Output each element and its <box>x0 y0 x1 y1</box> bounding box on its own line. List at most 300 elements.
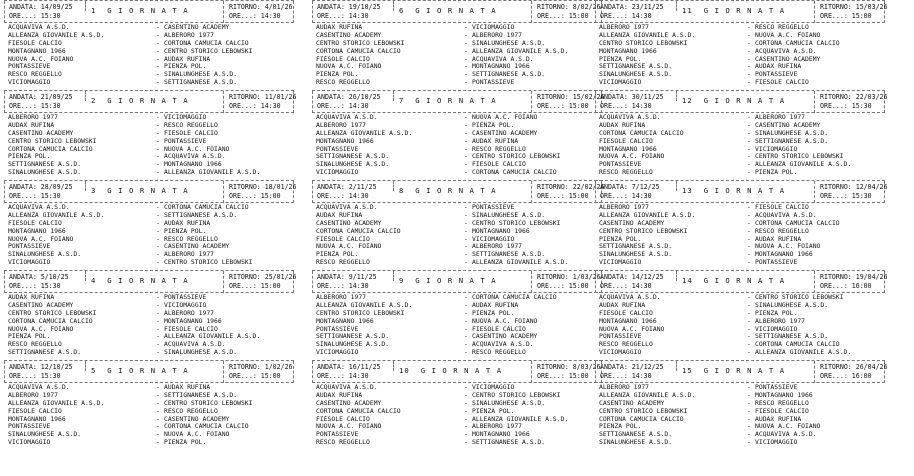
away-team: PIENZA POL. <box>755 308 798 317</box>
round-block <box>4 270 297 357</box>
match-list <box>4 24 294 87</box>
away-team: VICIOMAGGIO <box>164 113 207 121</box>
home-team: ALLEANZA GIOVANILE A.S.D. <box>316 300 413 309</box>
away-team: ALLEANZA GIOVANILE A.S.D. <box>755 160 852 169</box>
match-list <box>312 384 602 447</box>
home-team: PONTASSIEVE <box>316 144 359 153</box>
match-dash: - <box>464 210 468 219</box>
away-team: MONTAGNANO 1966 <box>164 316 222 325</box>
away-team: RESCO REGGELLO <box>164 234 218 243</box>
away-team: SETTIGNANESE A.S.D. <box>472 438 546 447</box>
home-team: ACQUAVIVA A.S.D. <box>8 383 70 391</box>
round-block <box>312 270 602 357</box>
header-divider <box>223 361 224 383</box>
match-row <box>595 259 885 267</box>
home-team: AUDAX RUFINA <box>8 120 55 129</box>
ritorno-time: ORE...: 15:00 <box>537 12 589 20</box>
home-team: NUOVA A.C. FOIANO <box>8 234 74 243</box>
home-team: PIENZA POL. <box>599 54 642 63</box>
away-team: SETTIGNANESE A.S.D. <box>164 210 238 219</box>
ritorno-time: ORE...: 14:30 <box>229 12 281 20</box>
home-team: PIENZA POL. <box>8 152 51 161</box>
match-dash: - <box>156 242 160 251</box>
home-team: NUOVA A.C. FOIANO <box>599 324 665 333</box>
match-dash: - <box>156 258 160 267</box>
home-team: SINALUNGHESE A.S.D. <box>316 340 390 349</box>
home-team: VICIOMAGGIO <box>8 258 51 267</box>
home-team: CENTRO STORICO LEBOWSKI <box>316 308 405 317</box>
away-team: RESCO REGGELLO <box>755 398 809 407</box>
home-team: SETTIGNANESE A.S.D. <box>316 152 390 161</box>
match-dash: - <box>464 390 468 399</box>
header-divider <box>85 91 86 101</box>
round-header <box>312 361 602 383</box>
match-dash: - <box>156 293 160 301</box>
match-dash: - <box>747 398 751 407</box>
match-dash: - <box>464 136 468 145</box>
away-team: SETTIGNANESE A.S.D. <box>472 250 546 259</box>
away-team: AUDAX RUFINA <box>472 136 519 145</box>
home-team: CASENTINO ACADEMY <box>599 218 665 227</box>
home-team: VICIOMAGGIO <box>316 168 359 177</box>
away-team: ALBERORO 1977 <box>472 422 523 431</box>
home-team: RESCO REGGELLO <box>599 340 653 349</box>
away-team: PONTASSIEVE <box>164 136 207 145</box>
home-team: ALLEANZA GIOVANILE A.S.D. <box>316 128 413 137</box>
away-team: ALLEANZA GIOVANILE A.S.D. <box>755 348 852 357</box>
ritorno-date: RITORNO: 22/03/26 <box>820 93 888 101</box>
round-header <box>4 91 297 113</box>
ritorno-date: RITORNO: 8/03/26 <box>537 363 601 371</box>
match-dash: - <box>747 62 751 71</box>
match-dash: - <box>156 226 160 235</box>
ritorno-date: RITORNO: 25/01/26 <box>229 273 297 281</box>
match-dash: - <box>156 54 160 63</box>
andata-time: ORE...: 15:30 <box>9 192 61 200</box>
away-team: RESCO REGGELLO <box>755 226 809 235</box>
match-dash: - <box>464 128 468 137</box>
away-team: MONTAGNANO 1966 <box>472 430 530 439</box>
away-team: AUDAX RUFINA <box>164 218 211 227</box>
match-dash: - <box>156 160 160 169</box>
home-team: RESCO REGGELLO <box>599 168 653 177</box>
header-divider <box>531 1 532 23</box>
match-dash: - <box>156 300 160 309</box>
home-team: CENTRO STORICO LEBOWSKI <box>599 406 688 415</box>
match-dash: - <box>747 258 751 267</box>
match-list <box>4 384 294 447</box>
ritorno-date: RITORNO: 18/01/26 <box>229 183 297 191</box>
match-dash: - <box>464 46 468 55</box>
home-team: MONTAGNANO 1966 <box>8 46 66 55</box>
match-dash: - <box>464 242 468 251</box>
andata-date: ANDATA: 2/11/25 <box>317 183 377 191</box>
match-list <box>595 114 885 177</box>
home-team: PONTASSIEVE <box>8 242 51 251</box>
match-row <box>4 79 294 87</box>
home-team: NUOVA A.C. FOIANO <box>316 62 382 71</box>
round-header <box>4 181 297 203</box>
away-team: ALLEANZA GIOVANILE A.S.D. <box>164 332 261 341</box>
match-dash: - <box>464 293 468 301</box>
home-team: ACQUAVIVA A.S.D. <box>316 113 378 121</box>
away-team: PONTASSIEVE <box>164 293 207 301</box>
match-dash: - <box>156 438 160 447</box>
home-team: PIENZA POL. <box>599 234 642 243</box>
round-title: 5 G I O R N A T A <box>91 366 189 375</box>
home-team: VICIOMAGGIO <box>8 438 51 447</box>
away-team: FIESOLE CALCIO <box>755 78 809 87</box>
match-dash: - <box>747 430 751 439</box>
match-list <box>312 204 602 267</box>
match-dash: - <box>464 383 468 391</box>
home-team: PIENZA POL. <box>8 332 51 341</box>
round-header <box>312 271 602 293</box>
away-team: PIENZA POL. <box>472 406 515 415</box>
header-divider <box>531 361 532 383</box>
match-dash: - <box>464 144 468 153</box>
away-team: CASENTINO ACADEMY <box>164 242 230 251</box>
home-team: SINALUNGHESE A.S.D. <box>316 160 390 169</box>
match-row <box>312 259 602 267</box>
away-team: CORTONA CAMUCIA CALCIO <box>472 168 557 177</box>
match-dash: - <box>464 78 468 87</box>
match-dash: - <box>156 218 160 227</box>
round-block <box>595 0 888 87</box>
home-team: PONTASSIEVE <box>316 324 359 333</box>
ritorno-time: ORE...: 15:00 <box>820 12 872 20</box>
match-dash: - <box>464 168 468 177</box>
ritorno-time: ORE...: 15:30 <box>820 192 872 200</box>
home-team: PONTASSIEVE <box>8 422 51 431</box>
match-dash: - <box>747 340 751 349</box>
match-dash: - <box>747 136 751 145</box>
round-block <box>312 180 605 267</box>
home-team: CORTONA CAMUCIA CALCIO <box>8 316 93 325</box>
header-divider <box>814 181 815 203</box>
match-dash: - <box>747 203 751 211</box>
header-divider <box>393 181 394 191</box>
round-title: 9 G I O R N A T A <box>399 276 497 285</box>
away-team: CASENTINO ACADEMY <box>472 128 538 137</box>
away-team: ALLEANZA GIOVANILE A.S.D. <box>472 414 569 423</box>
match-list <box>4 114 294 177</box>
match-row <box>595 349 885 357</box>
home-team: ALBERORO 1977 <box>316 293 367 301</box>
away-team: ALLEANZA GIOVANILE A.S.D. <box>164 168 261 177</box>
home-team: MONTAGNANO 1966 <box>599 144 657 153</box>
match-list <box>595 294 885 357</box>
away-team: SETTIGNANESE A.S.D. <box>755 136 829 145</box>
header-divider <box>393 1 394 11</box>
match-row <box>312 439 602 447</box>
away-team: CENTRO STORICO LEBOWSKI <box>755 152 844 161</box>
home-team: CASENTINO ACADEMY <box>8 128 74 137</box>
match-dash: - <box>156 70 160 79</box>
away-team: SETTIGNANESE A.S.D. <box>755 332 829 341</box>
home-team: MONTAGNANO 1966 <box>8 414 66 423</box>
away-team: SINALUNGHESE A.S.D. <box>755 300 829 309</box>
away-team: VICIOMAGGIO <box>164 300 207 309</box>
match-dash: - <box>747 250 751 259</box>
match-dash: - <box>464 120 468 129</box>
match-dash: - <box>464 152 468 161</box>
match-dash: - <box>747 23 751 31</box>
away-team: ALBERORO 1977 <box>755 316 806 325</box>
away-team: CORTONA CAMUCIA CALCIO <box>472 293 557 301</box>
match-row <box>312 169 602 177</box>
away-team: ACQUAVIVA A.S.D. <box>472 54 534 63</box>
away-team: NUOVA A.C. FOIANO <box>755 242 821 251</box>
header-divider <box>223 91 224 113</box>
home-team: FIESOLE CALCIO <box>316 54 370 63</box>
ritorno-date: RITORNO: 8/02/26 <box>537 3 601 11</box>
home-team: PIENZA POL. <box>316 70 359 79</box>
round-title: 1 G I O R N A T A <box>91 6 189 15</box>
away-team: CENTRO STORICO LEBOWSKI <box>164 46 253 55</box>
home-team: MONTAGNANO 1966 <box>316 316 374 325</box>
away-team: ACQUAVIVA A.S.D. <box>164 152 226 161</box>
round-header <box>312 181 605 203</box>
away-team: PONTASSIEVE <box>755 258 798 267</box>
match-dash: - <box>156 414 160 423</box>
home-team: MONTAGNANO 1966 <box>8 226 66 235</box>
round-header <box>595 1 888 23</box>
away-team: RESCO REGGELLO <box>472 348 526 357</box>
andata-date: ANDATA: 23/11/25 <box>600 3 664 11</box>
match-dash: - <box>156 210 160 219</box>
match-dash: - <box>156 203 160 211</box>
away-team: SINALUNGHESE A.S.D. <box>472 398 546 407</box>
away-team: ALBERORO 1977 <box>164 308 215 317</box>
away-team: SINALUNGHESE A.S.D. <box>472 210 546 219</box>
match-dash: - <box>156 430 160 439</box>
home-team: VICIOMAGGIO <box>316 348 359 357</box>
home-team: ALBERORO 1977 <box>599 23 650 31</box>
home-team: AUDAX RUFINA <box>8 293 55 301</box>
away-team: VICIOMAGGIO <box>472 23 515 31</box>
away-team: ALBERORO 1977 <box>472 30 523 39</box>
match-dash: - <box>156 383 160 391</box>
home-team: CASENTINO ACADEMY <box>316 30 382 39</box>
round-block <box>312 90 605 177</box>
away-team: AUDAX RUFINA <box>164 383 211 391</box>
home-team: SETTIGNANESE A.S.D. <box>316 332 390 341</box>
home-team: AUDAX RUFINA <box>316 390 363 399</box>
header-divider <box>676 1 677 11</box>
round-block <box>595 270 888 357</box>
match-dash: - <box>747 144 751 153</box>
away-team: NUOVA A.C. FOIANO <box>164 430 230 439</box>
round-header <box>312 91 605 113</box>
away-team: CASENTINO ACADEMY <box>164 23 230 31</box>
away-team: PIENZA POL. <box>164 226 207 235</box>
home-team: CASENTINO ACADEMY <box>8 300 74 309</box>
home-team: CENTRO STORICO LEBOWSKI <box>599 226 688 235</box>
match-list <box>595 204 885 267</box>
match-list <box>312 114 602 177</box>
home-team: FIESOLE CALCIO <box>316 234 370 243</box>
home-team: NUOVA A.C. FOIANO <box>8 324 74 333</box>
andata-date: ANDATA: 12/10/25 <box>9 363 73 371</box>
header-divider <box>814 361 815 383</box>
andata-time: ORE...: 14:30 <box>600 282 652 290</box>
match-dash: - <box>464 160 468 169</box>
home-team: ACQUAVIVA A.S.D. <box>316 203 378 211</box>
match-dash: - <box>156 422 160 431</box>
andata-time: ORE...: 15:30 <box>9 282 61 290</box>
match-dash: - <box>747 38 751 47</box>
away-team: AUDAX RUFINA <box>755 414 802 423</box>
home-team: CORTONA CAMUCIA CALCIO <box>599 414 684 423</box>
header-divider <box>85 271 86 281</box>
home-team: CORTONA CAMUCIA CALCIO <box>316 226 401 235</box>
home-team: RESCO REGGELLO <box>8 340 62 349</box>
match-dash: - <box>747 242 751 251</box>
home-team: FIESOLE CALCIO <box>316 414 370 423</box>
home-team: SINALUNGHESE A.S.D. <box>599 438 673 447</box>
round-title: 10 G I O R N A T A <box>399 366 503 375</box>
home-team: RESCO REGGELLO <box>8 70 62 79</box>
away-team: ACQUAVIVA A.S.D. <box>472 340 534 349</box>
match-dash: - <box>464 23 468 31</box>
away-team: AUDAX RUFINA <box>755 62 802 71</box>
header-divider <box>393 271 394 281</box>
away-team: ACQUAVIVA A.S.D. <box>755 430 817 439</box>
match-dash: - <box>464 38 468 47</box>
home-team: PIENZA POL. <box>316 250 359 259</box>
match-dash: - <box>747 78 751 87</box>
home-team: CENTRO STORICO LEBOWSKI <box>599 38 688 47</box>
away-team: CORTONA CAMUCIA CALCIO <box>164 422 249 431</box>
home-team: ALLEANZA GIOVANILE A.S.D. <box>8 210 105 219</box>
home-team: CORTONA CAMUCIA CALCIO <box>316 46 401 55</box>
round-block <box>4 90 297 177</box>
home-team: PONTASSIEVE <box>599 160 642 169</box>
match-dash: - <box>156 316 160 325</box>
away-team: NUOVA A.C. FOIANO <box>755 30 821 39</box>
match-dash: - <box>464 438 468 447</box>
andata-time: ORE...: 14:30 <box>600 192 652 200</box>
match-dash: - <box>464 258 468 267</box>
match-dash: - <box>747 218 751 227</box>
round-block <box>4 360 294 447</box>
match-list <box>595 24 885 87</box>
home-team: SINALUNGHESE A.S.D. <box>8 168 82 177</box>
header-divider <box>85 181 86 191</box>
round-block <box>312 0 602 87</box>
match-dash: - <box>747 234 751 243</box>
match-dash: - <box>156 144 160 153</box>
home-team: CENTRO STORICO LEBOWSKI <box>316 38 405 47</box>
away-team: PIENZA POL. <box>472 308 515 317</box>
match-dash: - <box>464 398 468 407</box>
ritorno-time: ORE...: 15:30 <box>820 102 872 110</box>
match-dash: - <box>747 168 751 177</box>
home-team: ALBERORO 1977 <box>8 113 59 121</box>
away-team: FIESOLE CALCIO <box>755 406 809 415</box>
match-dash: - <box>156 348 160 357</box>
away-team: RESCO REGGELLO <box>755 23 809 31</box>
ritorno-time: ORE...: 16:00 <box>820 282 872 290</box>
away-team: NUOVA A.C. FOIANO <box>472 113 538 121</box>
away-team: RESCO REGGELLO <box>164 406 218 415</box>
ritorno-time: ORE...: 15:00 <box>537 102 589 110</box>
ritorno-date: RITORNO: 1/03/26 <box>537 273 601 281</box>
away-team: NUOVA A.C. FOIANO <box>755 422 821 431</box>
round-title: 15 G I O R N A T A <box>682 366 786 375</box>
match-row <box>4 169 294 177</box>
home-team: FIESOLE CALCIO <box>8 218 62 227</box>
home-team: CENTRO STORICO LEBOWSKI <box>8 308 97 317</box>
home-team: ALLEANZA GIOVANILE A.S.D. <box>8 30 105 39</box>
andata-date: ANDATA: 30/11/25 <box>600 93 664 101</box>
match-dash: - <box>464 62 468 71</box>
header-divider <box>223 181 224 203</box>
ritorno-date: RITORNO: 4/01/26 <box>229 3 293 11</box>
away-team: RESCO REGGELLO <box>164 120 218 129</box>
match-dash: - <box>464 348 468 357</box>
header-divider <box>531 271 532 293</box>
home-team: NUOVA A.C. FOIANO <box>316 242 382 251</box>
match-dash: - <box>747 390 751 399</box>
header-divider <box>814 1 815 23</box>
andata-time: ORE...: 14:30 <box>600 372 652 380</box>
away-team: CENTRO STORICO LEBOWSKI <box>755 293 844 301</box>
away-team: PONTASSIEVE <box>755 70 798 79</box>
andata-date: ANDATA: 21/09/25 <box>9 93 73 101</box>
home-team: NUOVA A.C. FOIANO <box>316 422 382 431</box>
home-team: MONTAGNANO 1966 <box>599 316 657 325</box>
ritorno-time: ORE...: 15:00 <box>537 282 589 290</box>
away-team: ALBERORO 1977 <box>164 250 215 259</box>
away-team: SINALUNGHESE A.S.D. <box>755 128 829 137</box>
andata-date: ANDATA: 28/09/25 <box>9 183 73 191</box>
home-team: CORTONA CAMUCIA CALCIO <box>316 406 401 415</box>
round-title: 8 G I O R N A T A <box>399 186 497 195</box>
match-dash: - <box>747 152 751 161</box>
match-row <box>595 79 885 87</box>
match-dash: - <box>747 383 751 391</box>
home-team: ALLEANZA GIOVANILE A.S.D. <box>599 30 696 39</box>
match-dash: - <box>156 168 160 177</box>
match-dash: - <box>156 390 160 399</box>
header-divider <box>676 181 677 191</box>
header-divider <box>531 181 532 203</box>
ritorno-date: RITORNO: 19/04/26 <box>820 273 888 281</box>
away-team: FIESOLE CALCIO <box>164 128 218 137</box>
away-team: SINALUNGHESE A.S.D. <box>472 38 546 47</box>
match-list <box>4 204 294 267</box>
away-team: ALLEANZA GIOVANILE A.S.D. <box>472 258 569 267</box>
away-team: VICIOMAGGIO <box>755 324 798 333</box>
andata-time: ORE...: 15:30 <box>9 12 61 20</box>
away-team: FIESOLE CALCIO <box>472 160 526 169</box>
match-dash: - <box>747 54 751 63</box>
match-dash: - <box>747 160 751 169</box>
match-dash: - <box>156 136 160 145</box>
away-team: SETTIGNANESE A.S.D. <box>164 390 238 399</box>
match-dash: - <box>464 422 468 431</box>
andata-time: ORE...: 15:30 <box>9 372 61 380</box>
home-team: SINALUNGHESE A.S.D. <box>8 250 82 259</box>
round-header <box>595 181 888 203</box>
home-team: RESCO REGGELLO <box>316 438 370 447</box>
home-team: ALBERORO 1977 <box>599 383 650 391</box>
ritorno-date: RITORNO: 1/02/26 <box>229 363 293 371</box>
match-dash: - <box>747 422 751 431</box>
away-team: SINALUNGHESE A.S.D. <box>164 348 238 357</box>
